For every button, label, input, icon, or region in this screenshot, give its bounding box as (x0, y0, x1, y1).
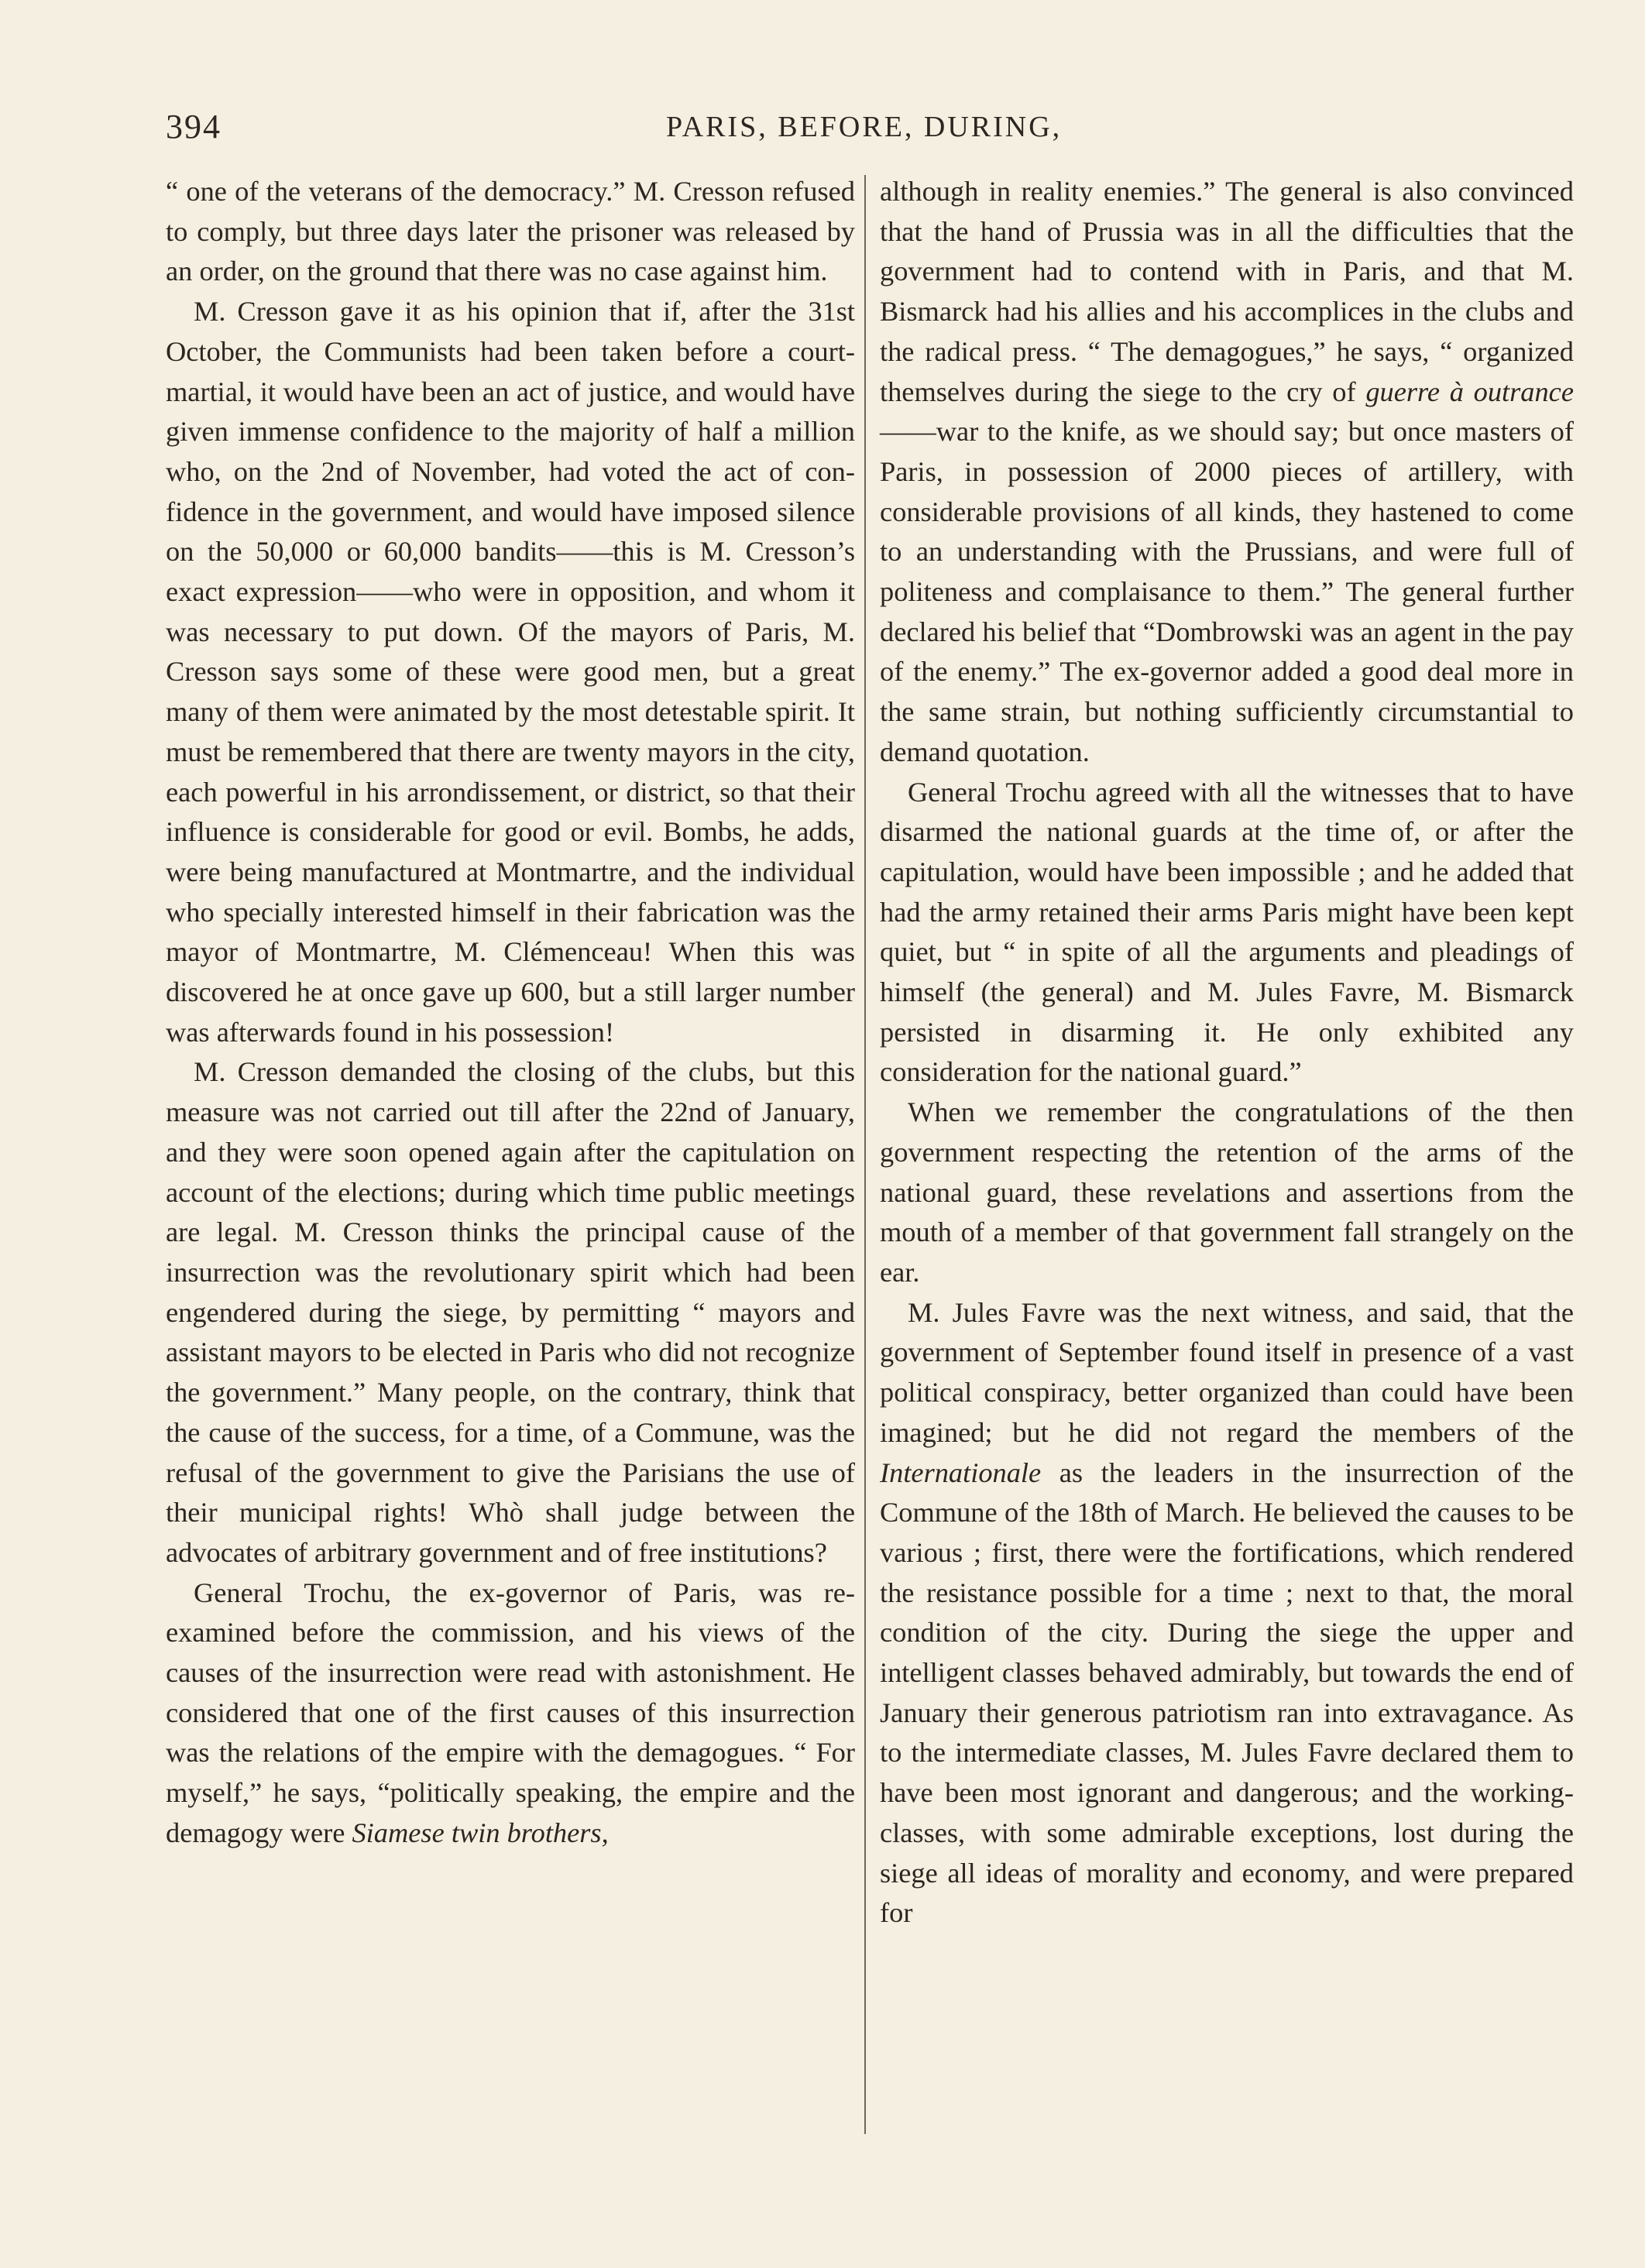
left-column (166, 172, 855, 1854)
paragraph: M. Cresson gave it as his opinion that if, after the 31st October, the Communists had been taken before a court-martial, it would have been an act of justice, and would have given immense confidence to the majority of half a million who, on the 2nd of November, had voted the act of confidence in the government, and would have imposed silence on the 50,000 or 60,000 bandits——this is M. Cresson’s exact expression——who were in opposition, and whom it was necessary to put down. Of the mayors of Paris, M. Cresson says some of these were good men, but a great many of them were animated by the most detestable spirit. It must be remembered that there are twenty mayors in the city, each powerful in his arrondissement, or district, so that their influence is considerable for good or evil. Bombs, he adds, were being manufactured at Montmartre, and the individual who specially interested himself in their fabrication was the mayor of Montmartre, M. Clémenceau! When this was discovered he at once gave up 600, but a still larger number was afterwards found in his possession! (166, 296, 855, 1048)
paragraph (166, 1573, 855, 1854)
running-title: PARIS, BEFORE, DURING, (666, 111, 1063, 143)
italic-phrase: Siamese twin brothers, (352, 1817, 609, 1848)
right-column (880, 172, 1574, 1933)
paragraph-text: although in reality enemies.” The general is also convinced that the hand of Prussia was in all the difficulties that the government had to contend with in Paris, and that M. Bismarck had his allies and his accomplices in the clubs and the radical press. “ The demagogues,” he says, “ organized themselves during the siege to the cry of (880, 176, 1574, 407)
paragraph: M. Cresson demanded the closing of the clubs, but this measure was not carried out till after the 22nd of January, and they were soon opened again after the capitulation on account of the elections; during which time public meetings are legal. M. Cresson thinks the principal cause of the insurrection was the revolutionary spirit which had been engendered during the siege, by permitting “ mayors and assistant mayors to be elected in Paris who did not recognize the government.” Many people, on the contrary, think that the cause of the success, for a time, of a Commune, was the refusal of the government to give the Parisians the use of their municipal rights! Whò shall judge between the advocates of arbitrary government and of free institutions? (166, 1056, 855, 1568)
paragraph: When we remember the congratulations of the then government respecting the retention of the arms of the national guard, these revelations and assertions from the mouth of a member of that government fall strangely on the ear. (880, 1096, 1574, 1288)
italic-phrase: guerre à outrance (1365, 376, 1574, 407)
paragraph: “ one of the veterans of the democracy.” M. Cresson refused to comply, but three days later the prisoner was released by an order, on the ground that there was no case against him. (166, 176, 855, 287)
paragraph-text: ——war to the knife, as we should say; but once masters of Paris, in possession of 2000 pieces of artillery, with considerable provisions of all kinds, they hastened to come to an understanding with the Prussians, and were full of politeness and complaisance to them.” The general further declared his belief that “Dombrowski was an agent in the pay of the enemy.” The ex-governor added a good deal more in the same strain, but nothing sufficiently circumstantial to demand quotation. (880, 416, 1574, 767)
paragraph-text: General Trochu, the ex-governor of Paris, was re-examined before the commission, and his views of the causes of the insurrection were read with astonishment. He considered that one of the first causes of this insurrection was the relations of the empire with the demagogues. “ For myself,” he says, “politically speaking, the empire and the demagogy were (166, 1577, 855, 1848)
paragraph (880, 172, 1574, 773)
paragraph: General Trochu agreed with all the witnesses that to have disarmed the national guards at the time of, or after the capitulation, would have been impossible ; and he added that had the army retained their arms Paris might have been kept quiet, but “ in spite of all the arguments and pleadings of himself (the general) and M. Jules Favre, M. Bismarck persisted in disarming it. He only exhibited any consideration for the national guard.” (880, 776, 1574, 1088)
italic-phrase: Internationale (880, 1457, 1042, 1488)
column-divider (864, 175, 866, 2134)
paragraph-text: as the leaders in the insurrection of the Commune of the 18th of March. He believed the causes to be various ; first, there were the fortifications, which rendered the resistance possible for a time ; next to that, the moral condition of the city. During the siege the upper and intelligent classes behaved admirably, but towards the end of January their generous patriotism ran into extravagance. As to the intermediate classes, M. Jules Favre declared them to have been most ignorant and dangerous; and the working-classes, with some admirable exceptions, lost during the siege all ideas of morality and economy, and were prepared for (880, 1457, 1574, 1929)
page-number: 394 (166, 108, 222, 146)
paragraph-text: M. Jules Favre was the next witness, and said, that the government of September found itself in presence of a vast political conspiracy, better organized than could have been imagined; but he did not regard the members of the (880, 1296, 1574, 1448)
paragraph (880, 1293, 1574, 1933)
